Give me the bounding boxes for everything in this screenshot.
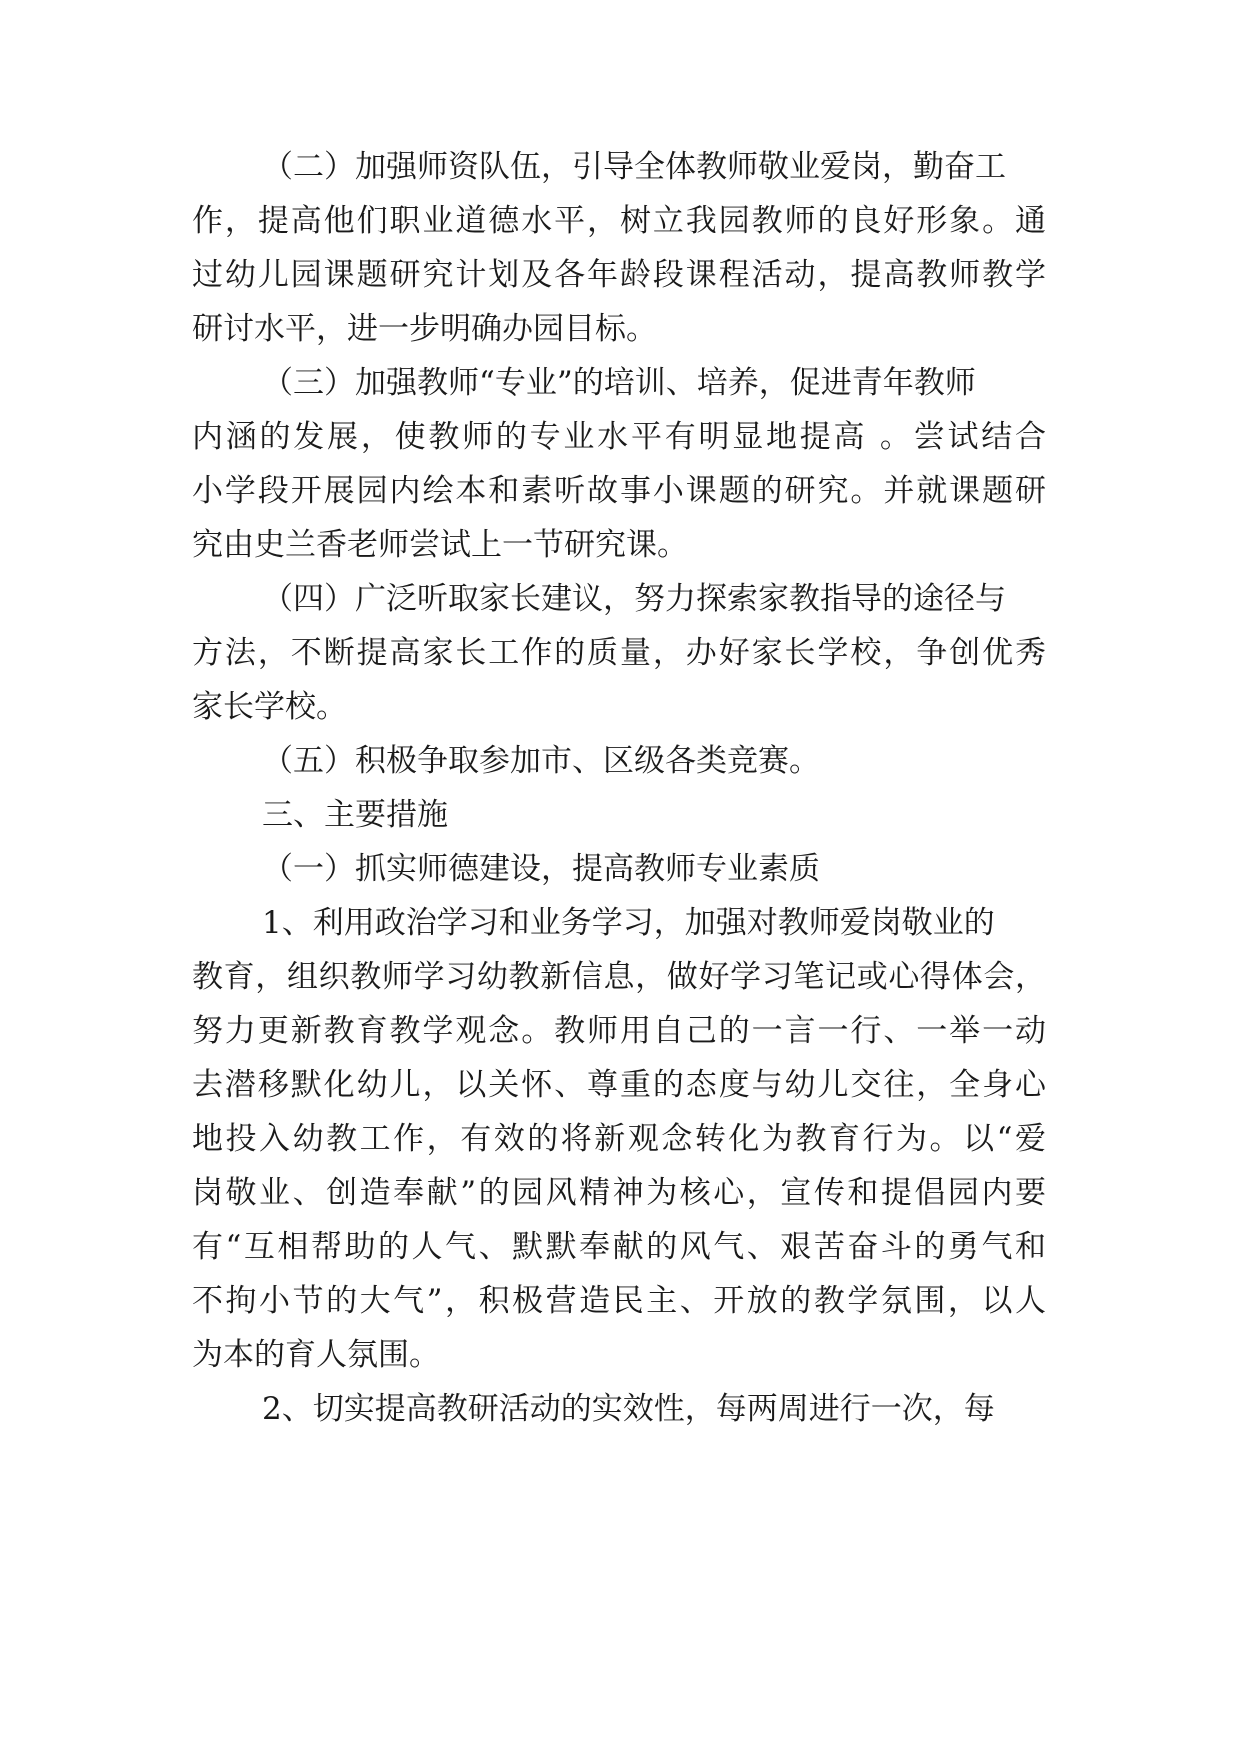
paragraph-line: （三）加强教师“专业”的培训、培养，促进青年教师: [262, 365, 976, 401]
paragraph-line: 内涵的发展，使教师的专业水平有明显地提高 。尝试结合: [192, 419, 1046, 455]
paragraph-line: 究由史兰香老师尝试上一节研究课。: [192, 527, 688, 563]
paragraph-line: 过幼儿园课题研究计划及各年龄段课程活动，提高教师教学: [192, 257, 1046, 293]
paragraph-line: 岗敬业、创造奉献”的园风精神为核心，宣传和提倡园内要: [192, 1175, 1046, 1211]
paragraph-line: （四）广泛听取家长建议，努力探索家教指导的途径与: [262, 581, 1006, 617]
paragraph-line: 方法，不断提高家长工作的质量，办好家长学校，争创优秀: [192, 635, 1046, 671]
paragraph-line: 2、切实提高教研活动的实效性，每两周进行一次，每: [262, 1391, 995, 1427]
paragraph-line: 努力更新教育教学观念。教师用自己的一言一行、一举一动: [192, 1013, 1046, 1049]
paragraph-line: 为本的育人氛围。: [192, 1337, 440, 1373]
paragraph-line: 地投入幼教工作，有效的将新观念转化为教育行为。以“爱: [192, 1121, 1046, 1157]
section-heading: 三、主要措施: [262, 797, 448, 833]
subsection-heading: （一）抓实师德建设，提高教师专业素质: [262, 851, 820, 887]
paragraph-line: （二）加强师资队伍，引导全体教师敬业爱岗，勤奋工: [262, 149, 1006, 185]
paragraph-line: 1、利用政治学习和业务学习，加强对教师爱岗敬业的: [262, 905, 995, 941]
paragraph-line: 不拘小节的大气”，积极营造民主、开放的教学氛围，以人: [192, 1283, 1046, 1319]
paragraph-line: 家长学校。: [192, 689, 347, 725]
paragraph-line: 有“互相帮助的人气、默默奉献的风气、艰苦奋斗的勇气和: [192, 1229, 1046, 1265]
paragraph-line: 作，提高他们职业道德水平，树立我园教师的良好形象。通: [192, 203, 1046, 239]
paragraph-line: 去潜移默化幼儿，以关怀、尊重的态度与幼儿交往，全身心: [192, 1067, 1046, 1103]
paragraph-line: 研讨水平，进一步明确办园目标。: [192, 311, 657, 347]
paragraph-line: （五）积极争取参加市、区级各类竞赛。: [262, 743, 820, 779]
paragraph-line: 教育，组织教师学习幼教新信息，做好学习笔记或心得体会，: [192, 959, 1046, 995]
paragraph-line: 小学段开展园内绘本和素听故事小课题的研究。并就课题研: [192, 473, 1046, 509]
